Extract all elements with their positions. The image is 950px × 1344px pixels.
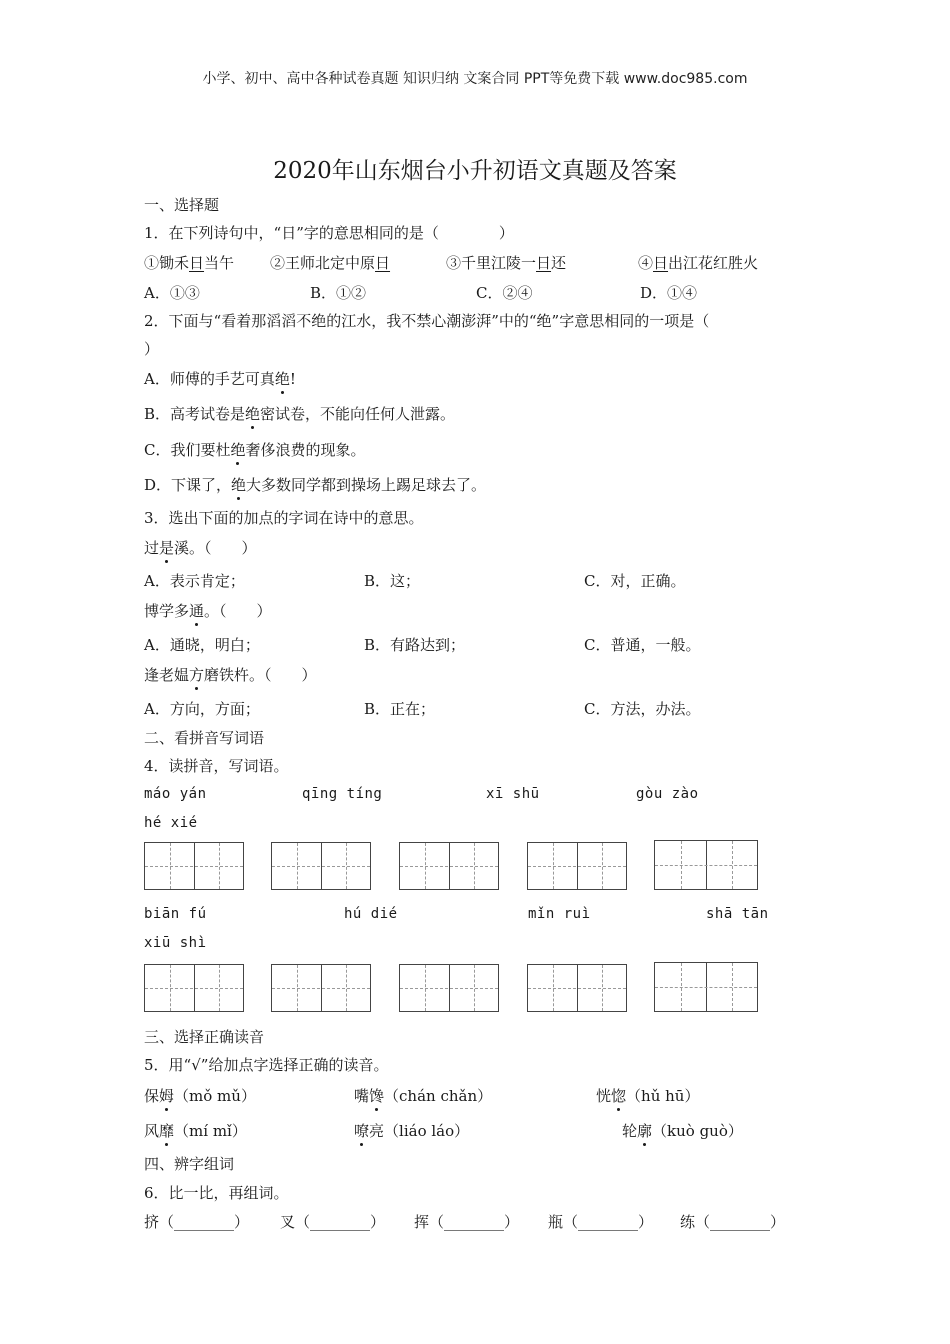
question-1-stem: 1．在下列诗句中，“日”字的意思相同的是（ ） xyxy=(144,224,514,242)
question-3-option: A．方向，方面； xyxy=(144,700,260,718)
question-3-option: B．有路达到； xyxy=(364,636,466,654)
pinyin-label: hé xié xyxy=(144,815,198,831)
question-3-stem: 3．选出下面的加点的字词在诗中的意思。 xyxy=(144,509,424,527)
question-2-option: C．我们要杜绝奢侈浪费的现象。 xyxy=(144,441,366,459)
question-3-option: C．方法，办法。 xyxy=(584,700,701,718)
writing-grid[interactable] xyxy=(271,964,371,1012)
pinyin-label: hú dié xyxy=(344,906,398,922)
pinyin-label: xī shū xyxy=(486,786,540,802)
word-blank[interactable]: 挤（________） xyxy=(144,1213,250,1231)
page-title: 2020年山东烟台小升初语文真题及答案 xyxy=(273,158,677,184)
question-4-stem: 4．读拼音，写词语。 xyxy=(144,757,289,775)
section-heading-pinyin: 二、看拼音写词语 xyxy=(144,729,265,747)
question-1-poem: ④日出江花红胜火 xyxy=(638,254,759,272)
writing-grid[interactable] xyxy=(527,964,627,1012)
pronunciation-item: 嘹亮（liáo láo） xyxy=(354,1122,470,1140)
pronunciation-item: 轮廓（kuò guò） xyxy=(622,1122,743,1140)
question-2-option: A．师傅的手艺可真绝! xyxy=(144,370,296,388)
pronunciation-item: 保姆（mǒ mǔ） xyxy=(144,1087,256,1105)
question-1-poem: ③千里江陵一日还 xyxy=(446,254,567,272)
question-3-part: 过是溪。（ ） xyxy=(144,539,257,557)
section-heading-pronunciation: 三、选择正确读音 xyxy=(144,1028,265,1046)
question-3-option: C．对，正确。 xyxy=(584,572,686,590)
writing-grid[interactable] xyxy=(271,842,371,890)
pronunciation-item: 风靡（mí mǐ） xyxy=(144,1122,247,1140)
question-5-stem: 5．用“√”给加点字选择正确的读音。 xyxy=(144,1056,389,1074)
pinyin-label: máo yán xyxy=(144,786,207,802)
question-6-stem: 6．比一比，再组词。 xyxy=(144,1184,289,1202)
pinyin-label: mǐn ruì xyxy=(528,906,591,922)
pinyin-label: xiū shì xyxy=(144,935,207,951)
question-1-option: A．①③ xyxy=(144,284,200,302)
pinyin-label: shā tān xyxy=(706,906,769,922)
word-blank[interactable]: 练（________） xyxy=(680,1213,786,1231)
question-3-part: 逢老媪方磨铁杵。（ ） xyxy=(144,666,317,684)
question-1-poem: ②王师北定中原日 xyxy=(270,254,391,272)
question-2-stem-end: ） xyxy=(144,340,160,358)
question-1-option: B．①② xyxy=(310,284,367,302)
pronunciation-item: 恍惚（hǔ hū） xyxy=(596,1087,700,1105)
word-blank[interactable]: 叉（________） xyxy=(280,1213,386,1231)
question-3-part: 博学多通。（ ） xyxy=(144,602,272,620)
question-1-option: C．②④ xyxy=(476,284,533,302)
writing-grid[interactable] xyxy=(654,840,758,890)
question-2-option: D．下课了，绝大多数同学都到操场上踢足球去了。 xyxy=(144,476,487,494)
question-3-option: B．这； xyxy=(364,572,421,590)
pinyin-label: biān fú xyxy=(144,906,207,922)
writing-grid[interactable] xyxy=(527,842,627,890)
writing-grid[interactable] xyxy=(399,964,499,1012)
pinyin-label: gòu zào xyxy=(636,786,699,802)
header-banner: 小学、初中、高中各种试卷真题 知识归纳 文案合同 PPT等免费下载 www.doc985.com xyxy=(202,71,748,87)
pinyin-label: qīng tíng xyxy=(302,786,383,802)
word-blank[interactable]: 瓶（________） xyxy=(548,1213,654,1231)
writing-grid[interactable] xyxy=(144,964,244,1012)
writing-grid[interactable] xyxy=(399,842,499,890)
question-3-option: A．通晓，明白； xyxy=(144,636,260,654)
question-1-option: D．①④ xyxy=(640,284,698,302)
question-3-option: B．正在； xyxy=(364,700,436,718)
writing-grid[interactable] xyxy=(144,842,244,890)
question-3-option: C．普通，一般。 xyxy=(584,636,701,654)
question-3-option: A．表示肯定； xyxy=(144,572,245,590)
question-1-poem: ①锄禾日当午 xyxy=(144,254,235,272)
writing-grid[interactable] xyxy=(654,962,758,1012)
pronunciation-item: 嘴馋（chán chǎn） xyxy=(354,1087,493,1105)
question-2-option: B．高考试卷是绝密试卷，不能向任何人泄露。 xyxy=(144,405,456,423)
question-2-stem: 2．下面与“看着那滔滔不绝的江水，我不禁心潮澎湃”中的“绝”字意思相同的一项是（ xyxy=(144,312,710,330)
section-heading-words: 四、辨字组词 xyxy=(144,1155,235,1173)
section-heading-choice: 一、选择题 xyxy=(144,196,220,214)
word-blank[interactable]: 挥（________） xyxy=(414,1213,520,1231)
